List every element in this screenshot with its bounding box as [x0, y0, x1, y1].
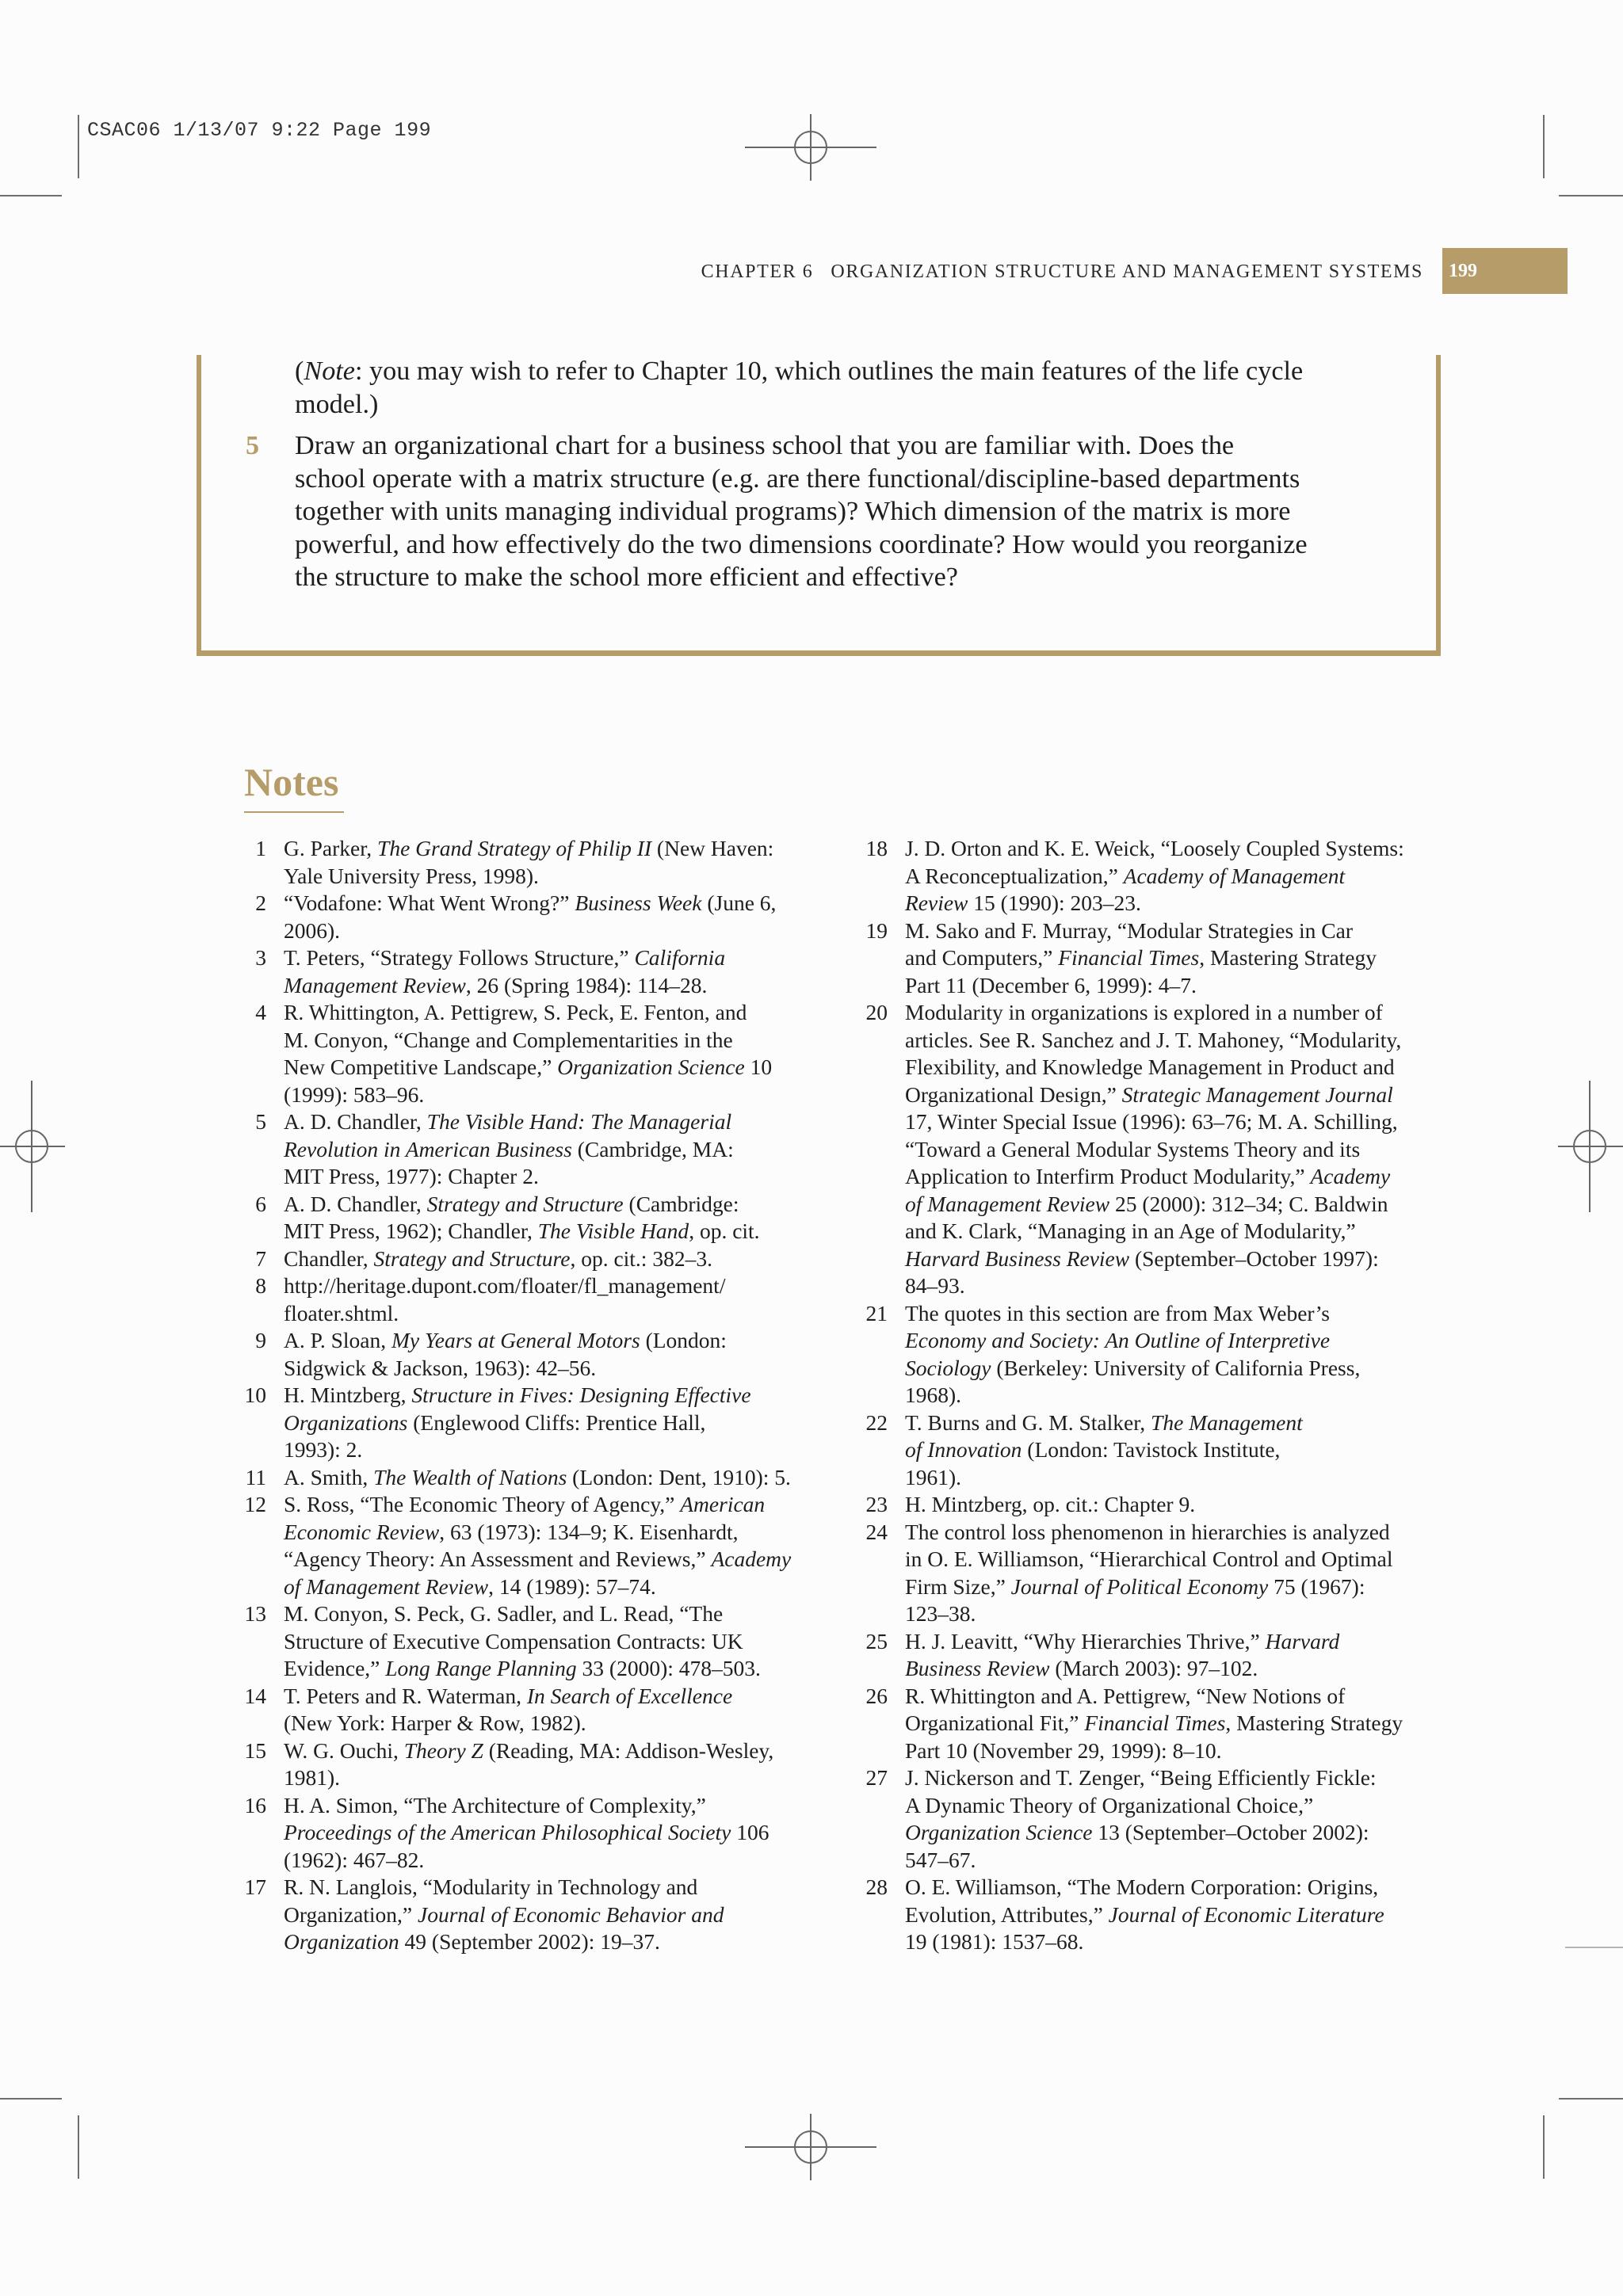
note-item: [235, 890, 837, 944]
note-text-line: M. Conyon, “Change and Complementarities in the: [284, 1027, 733, 1052]
note-item: [235, 1108, 837, 1191]
note-text-line: Organization Science 13 (September–October 2002):: [905, 1820, 1369, 1844]
note-number: 16: [244, 1792, 266, 1817]
note-item: [235, 1272, 837, 1327]
note-text-line: Sidgwick & Jackson, 1963): 42–56.: [284, 1355, 597, 1380]
note-number: 12: [244, 1492, 266, 1516]
note-text-line: J. Nickerson and T. Zenger, “Being Efficiently Fickle:: [905, 1765, 1377, 1790]
question-continuation-line: (Note: you may wish to refer to Chapter 10, which outlines the main features of the life cycle: [295, 357, 1304, 386]
note-number: 27: [865, 1765, 888, 1790]
note-number: 5: [255, 1109, 266, 1134]
note-text-line: O. E. Williamson, “The Modern Corporation: Origins,: [905, 1875, 1379, 1899]
note-text-line: “Toward a General Modular Systems Theory and its: [905, 1136, 1361, 1161]
note-item: [235, 835, 837, 890]
note-text-line: of Management Review 25 (2000): 312–34; C. Baldwin: [905, 1191, 1388, 1216]
note-number: 9: [255, 1328, 266, 1352]
note-text-line: of Innovation (London: Tavistock Institute,: [905, 1437, 1281, 1462]
note-text-line: Application to Interfirm Product Modularity,” Academy: [905, 1164, 1391, 1188]
note-text-line: Organization,” Journal of Economic Behavior and: [284, 1901, 724, 1927]
note-text-line: G. Parker, The Grand Strategy of Philip II (New Haven:: [284, 836, 774, 860]
question-line: powerful, and how effectively do the two dimensions coordinate? How would you reorganize: [295, 529, 1308, 559]
note-text-line: of Management Review, 14 (1989): 57–74.: [284, 1573, 656, 1599]
registration-mark-bottom: [745, 2114, 876, 2180]
note-number: 21: [865, 1300, 888, 1325]
running-head: [701, 261, 1423, 283]
note-item: [235, 1327, 837, 1382]
note-number: 22: [865, 1409, 888, 1435]
note-text-line: Firm Size,” Journal of Political Economy 75 (1967):: [905, 1573, 1365, 1599]
note-item: [235, 1491, 837, 1600]
note-item: [856, 999, 1458, 1300]
note-item: [235, 1683, 837, 1737]
note-text-line: Sociology (Berkeley: University of California Press,: [905, 1355, 1361, 1380]
note-number: 20: [865, 1000, 888, 1024]
note-text-line: Revolution in American Business (Cambridge, MA:: [284, 1136, 734, 1161]
note-text-line: Review 15 (1990): 203–23.: [905, 891, 1141, 915]
registration-mark-right: [1558, 1081, 1623, 1212]
chapter-title: ORGANIZATION STRUCTURE AND MANAGEMENT SYSTEMS: [831, 261, 1423, 282]
note-item: [856, 1764, 1458, 1874]
note-item: [235, 1874, 837, 1956]
note-text-line: MIT Press, 1977): Chapter 2.: [284, 1164, 539, 1188]
note-text-line: T. Burns and G. M. Stalker, The Management: [905, 1409, 1303, 1435]
note-text-line: Part 11 (December 6, 1999): 4–7.: [905, 972, 1197, 997]
note-text-line: 17, Winter Special Issue (1996): 63–76; M. A. Schilling,: [905, 1109, 1398, 1134]
note-text-line: Part 10 (November 29, 1999): 8–10.: [905, 1737, 1222, 1763]
note-text-line: Organizational Design,” Strategic Management Journal: [905, 1081, 1393, 1107]
note-text-line: “Agency Theory: An Assessment and Reviews,” Academy: [284, 1547, 792, 1571]
question-line: Draw an organizational chart for a business school that you are familiar with. Does the: [295, 431, 1235, 460]
note-text-line: “Vodafone: What Went Wrong?” Business Week (June 6,: [284, 891, 777, 915]
note-number: 8: [255, 1273, 266, 1298]
note-number: 3: [255, 945, 266, 970]
note-item: [856, 1628, 1458, 1683]
note-number: 26: [865, 1683, 888, 1708]
note-text-line: A. Smith, The Wealth of Nations (London: Dent, 1910): 5.: [284, 1464, 791, 1489]
note-text-line: and Computers,” Financial Times, Mastering Strategy: [905, 945, 1377, 970]
note-number: 25: [865, 1628, 888, 1653]
note-text-line: 123–38.: [905, 1601, 976, 1626]
note-text-line: Organizations (Englewood Cliffs: Prentice Hall,: [284, 1409, 706, 1435]
note-text-line: A. P. Sloan, My Years at General Motors (London:: [284, 1328, 727, 1352]
note-item: [235, 1737, 837, 1792]
note-text-line: and K. Clark, “Managing in an Age of Modularity,”: [905, 1219, 1356, 1243]
note-item: [856, 1300, 1458, 1409]
note-text-line: 19 (1981): 1537–68.: [905, 1929, 1084, 1954]
note-text-line: (New York: Harper & Row, 1982).: [284, 1711, 586, 1735]
note-text-line: Management Review, 26 (Spring 1984): 114–28.: [284, 972, 708, 997]
question-continuation: [295, 355, 1308, 421]
note-item: [856, 1683, 1458, 1765]
note-item: [235, 1191, 837, 1245]
note-number: 4: [255, 1000, 266, 1024]
note-item: [856, 835, 1458, 917]
question-line: the structure to make the school more efficient and effective?: [295, 563, 958, 592]
note-text-line: 2006).: [284, 917, 341, 943]
note-text-line: Flexibility, and Knowledge Management in Product and: [905, 1055, 1395, 1079]
note-number: 19: [865, 917, 888, 943]
note-text-line: M. Conyon, S. Peck, G. Sadler, and L. Read, “The: [284, 1601, 724, 1626]
notes-heading-rule: [244, 811, 344, 813]
note-text-line: W. G. Ouchi, Theory Z (Reading, MA: Addison-Wesley,: [284, 1737, 774, 1763]
notes-column-left: [235, 835, 837, 1956]
note-text-line: Chandler, Strategy and Structure, op. cit.: 382–3.: [284, 1245, 712, 1271]
note-number: 2: [255, 891, 266, 915]
note-number: 15: [244, 1737, 266, 1763]
note-text-line: T. Peters and R. Waterman, In Search of Excellence: [284, 1683, 733, 1708]
question-continuation-line: model.): [295, 389, 379, 419]
note-item: [235, 1382, 837, 1464]
note-text-line: Evolution, Attributes,” Journal of Economic Literature: [905, 1901, 1384, 1927]
note-number: 23: [865, 1492, 888, 1516]
question-number: 5: [246, 431, 259, 460]
registration-mark-top: [745, 114, 876, 181]
note-item: [856, 1519, 1458, 1628]
note-text-line: J. D. Orton and K. E. Weick, “Loosely Coupled Systems:: [905, 836, 1404, 860]
question-text: [295, 429, 1308, 594]
note-item: [235, 1245, 837, 1273]
note-item: [856, 917, 1458, 1000]
note-text-line: Business Review (March 2003): 97–102.: [905, 1656, 1258, 1680]
note-text-line: H. Mintzberg, Structure in Fives: Designing Effective: [284, 1383, 751, 1407]
notes-column-right: [856, 835, 1458, 1956]
note-text-line: A Dynamic Theory of Organizational Choice,”: [905, 1792, 1314, 1817]
printer-slug: CSAC06 1/13/07 9:22 Page 199: [87, 119, 432, 142]
question-box-content: [246, 355, 1308, 594]
note-text-line: T. Peters, “Strategy Follows Structure,” California: [284, 945, 726, 970]
note-item: [235, 1600, 837, 1683]
note-text-line: A. D. Chandler, The Visible Hand: The Managerial: [284, 1109, 732, 1134]
note-text-line: H. J. Leavitt, “Why Hierarchies Thrive,” Harvard: [905, 1628, 1340, 1653]
note-text-line: H. A. Simon, “The Architecture of Complexity,”: [284, 1792, 706, 1817]
note-number: 14: [244, 1683, 266, 1708]
note-number: 1: [255, 836, 266, 860]
question-line: together with units managing individual programs)? Which dimension of the matrix is more: [295, 497, 1291, 526]
question-line: school operate with a matrix structure (e.g. are there functional/discipline-based departments: [295, 463, 1300, 494]
note-number: 11: [245, 1464, 266, 1489]
note-text-line: Yale University Press, 1998).: [284, 863, 539, 888]
note-text-line: 1968).: [905, 1383, 962, 1407]
note-text-line: 1981).: [284, 1765, 341, 1790]
note-text-line: Harvard Business Review (September–October 1997):: [905, 1245, 1379, 1271]
note-text-line: Economic Review, 63 (1973): 134–9; K. Eisenhardt,: [284, 1519, 739, 1544]
note-text-line: Economy and Society: An Outline of Interpretive: [905, 1328, 1331, 1352]
note-text-line: Organizational Fit,” Financial Times, Mastering Strategy: [905, 1711, 1403, 1735]
note-text-line: 1993): 2.: [284, 1437, 363, 1462]
note-item: [235, 1792, 837, 1875]
note-text-line: Modularity in organizations is explored in a number of: [905, 1000, 1383, 1024]
note-text-line: A Reconceptualization,” Academy of Management: [905, 863, 1346, 888]
note-text-line: M. Sako and F. Murray, “Modular Strategies in Car: [905, 917, 1354, 943]
note-text-line: R. Whittington, A. Pettigrew, S. Peck, E. Fenton, and: [284, 1000, 747, 1024]
note-number: 10: [244, 1383, 266, 1407]
note-item: [856, 1409, 1458, 1492]
note-number: 7: [255, 1245, 266, 1271]
note-text-line: (1962): 467–82.: [284, 1847, 425, 1872]
note-text-line: S. Ross, “The Economic Theory of Agency,” American: [284, 1492, 766, 1516]
note-item: [856, 1491, 1458, 1519]
note-item: [235, 999, 837, 1108]
note-text-line: Organization 49 (September 2002): 19–37.: [284, 1929, 660, 1954]
note-text-line: H. Mintzberg, op. cit.: Chapter 9.: [905, 1492, 1196, 1516]
note-item: [235, 944, 837, 999]
note-item: [235, 1464, 837, 1492]
note-text-line: in O. E. Williamson, “Hierarchical Control and Optimal: [905, 1547, 1393, 1571]
page-number: 199: [1442, 248, 1568, 294]
question-item-5: [246, 429, 1308, 594]
note-text-line: Proceedings of the American Philosophical Society 106: [284, 1820, 769, 1844]
note-text-line: The quotes in this section are from Max Weber’s: [905, 1300, 1330, 1325]
note-text-line: A. D. Chandler, Strategy and Structure (Cambridge:: [284, 1191, 739, 1216]
note-text-line: 1961).: [905, 1464, 962, 1489]
note-text-line: 547–67.: [905, 1847, 976, 1872]
registration-mark-left: [0, 1081, 65, 1212]
note-number: 24: [865, 1519, 888, 1544]
note-text-line: (1999): 583–96.: [284, 1081, 425, 1107]
note-number: 6: [255, 1191, 266, 1216]
note-text-line: Structure of Executive Compensation Contracts: UK: [284, 1628, 743, 1653]
note-text-line: Evidence,” Long Range Planning 33 (2000): 478–503.: [284, 1656, 761, 1680]
note-number: 13: [244, 1601, 266, 1626]
note-text-line: New Competitive Landscape,” Organization Science 10: [284, 1055, 773, 1079]
note-number: 18: [865, 836, 888, 860]
note-text-line: 84–93.: [905, 1273, 965, 1298]
chapter-label: CHAPTER 6: [701, 261, 814, 282]
note-text-line: R. N. Langlois, “Modularity in Technology and: [284, 1875, 698, 1899]
note-text-line: The control loss phenomenon in hierarchies is analyzed: [905, 1519, 1390, 1544]
note-text-line: floater.shtml.: [284, 1300, 399, 1325]
notes-heading: Notes: [244, 760, 339, 804]
note-text-line: R. Whittington and A. Pettigrew, “New Notions of: [905, 1683, 1346, 1708]
note-number: 17: [244, 1875, 266, 1899]
note-number: 28: [865, 1875, 888, 1899]
note-text-line: MIT Press, 1962); Chandler, The Visible Hand, op. cit.: [284, 1219, 760, 1243]
note-text-line: http://heritage.dupont.com/floater/fl_management/: [284, 1273, 726, 1298]
note-text-line: articles. See R. Sanchez and J. T. Mahoney, “Modularity,: [905, 1027, 1402, 1052]
note-item: [856, 1874, 1458, 1956]
